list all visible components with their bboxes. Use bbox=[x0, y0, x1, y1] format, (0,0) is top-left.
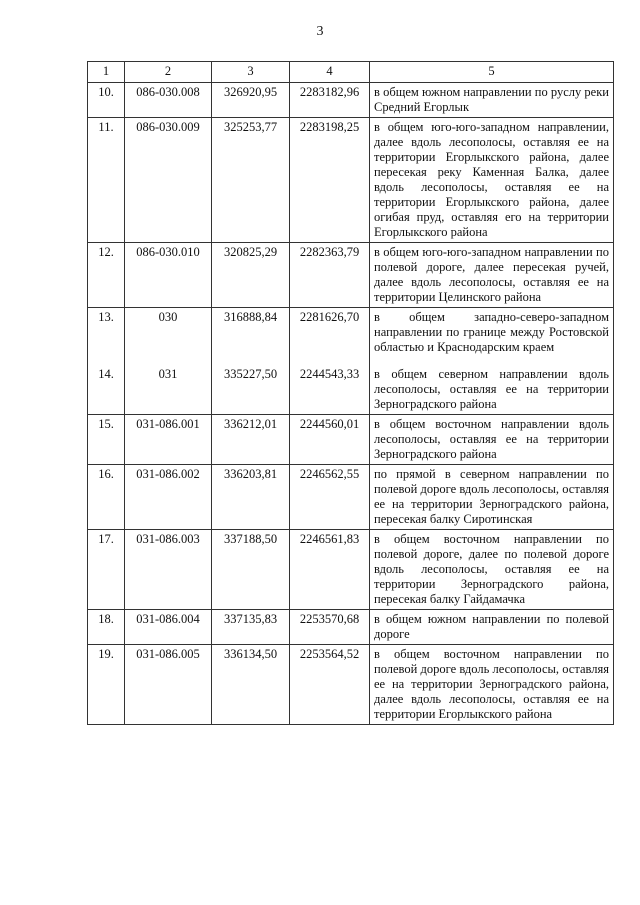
point-code: 031-086.001 bbox=[125, 415, 212, 465]
coord-x: 325253,77 bbox=[212, 118, 290, 243]
point-code: 030 bbox=[125, 308, 212, 358]
coord-x: 337188,50 bbox=[212, 530, 290, 610]
point-code: 031-086.005 bbox=[125, 645, 212, 725]
boundary-description: в общем северном направлении вдоль лесополосы, оставляя ее на территории Зерноградского района bbox=[370, 357, 614, 415]
boundary-description: в общем южном направлении по руслу реки Средний Егорлык bbox=[370, 83, 614, 118]
page-number: 3 bbox=[316, 24, 324, 39]
row-number: 16. bbox=[88, 465, 125, 530]
row-number: 12. bbox=[88, 243, 125, 308]
row-number: 14. bbox=[88, 357, 125, 415]
boundary-table bbox=[87, 61, 614, 725]
coord-y: 2281626,70 bbox=[290, 308, 370, 358]
boundary-description: в общем юго-юго-западном направлении по полевой дороге, далее пересекая ручей, далее вдоль лесополосы, оставляя ее на территории Целинского района bbox=[370, 243, 614, 308]
coord-x: 337135,83 bbox=[212, 610, 290, 645]
point-code: 031-086.003 bbox=[125, 530, 212, 610]
coord-x: 326920,95 bbox=[212, 83, 290, 118]
table-row bbox=[88, 243, 614, 308]
coord-y: 2253570,68 bbox=[290, 610, 370, 645]
coord-x: 336203,81 bbox=[212, 465, 290, 530]
row-number: 15. bbox=[88, 415, 125, 465]
header-col-1: 1 bbox=[88, 62, 125, 83]
table-row bbox=[88, 465, 614, 530]
boundary-description: в общем западно-северо-западном направлении по границе между Ростовской областью и Краснодарским краем bbox=[370, 308, 614, 358]
header-col-5: 5 bbox=[370, 62, 614, 83]
boundary-description: по прямой в северном направлении по полевой дороге вдоль лесополосы, оставляя ее на территории Зерноградского района, пересекая балку Сиротинская bbox=[370, 465, 614, 530]
boundary-description: в общем восточном направлении по полевой дороге, далее по полевой дороге вдоль лесополосы, оставляя ее на территории Зерноградского района, пересекая балку Гайдамачка bbox=[370, 530, 614, 610]
coord-y: 2246561,83 bbox=[290, 530, 370, 610]
coord-y: 2283198,25 bbox=[290, 118, 370, 243]
coord-y: 2253564,52 bbox=[290, 645, 370, 725]
table-header bbox=[88, 62, 614, 83]
row-number: 18. bbox=[88, 610, 125, 645]
table-row bbox=[88, 645, 614, 725]
header-row bbox=[88, 62, 614, 83]
coord-y: 2246562,55 bbox=[290, 465, 370, 530]
point-code: 086-030.008 bbox=[125, 83, 212, 118]
row-number: 13. bbox=[88, 308, 125, 358]
header-col-4: 4 bbox=[290, 62, 370, 83]
table-row bbox=[88, 610, 614, 645]
point-code: 031-086.002 bbox=[125, 465, 212, 530]
table-row bbox=[88, 118, 614, 243]
coord-x: 316888,84 bbox=[212, 308, 290, 358]
coord-y: 2282363,79 bbox=[290, 243, 370, 308]
coord-y: 2283182,96 bbox=[290, 83, 370, 118]
row-number: 19. bbox=[88, 645, 125, 725]
boundary-description: в общем восточном направлении вдоль лесополосы, оставляя ее на территории Зерноградского района bbox=[370, 415, 614, 465]
table-row bbox=[88, 415, 614, 465]
point-code: 031-086.004 bbox=[125, 610, 212, 645]
boundary-description: в общем юго-юго-западном направлении, далее вдоль лесополосы, оставляя ее на территории Егорлыкского района, далее пересекая реку Каменная Балка, далее вдоль лесополосы, оставляя ее на территории Егорлыкского района, далее огибая пруд, оставляя его на территории Егорлыкского района bbox=[370, 118, 614, 243]
header-col-2: 2 bbox=[125, 62, 212, 83]
coord-x: 335227,50 bbox=[212, 357, 290, 415]
table-row bbox=[88, 308, 614, 358]
coord-y: 2244560,01 bbox=[290, 415, 370, 465]
coord-y: 2244543,33 bbox=[290, 357, 370, 415]
coord-x: 336212,01 bbox=[212, 415, 290, 465]
point-code: 031 bbox=[125, 357, 212, 415]
header-col-3: 3 bbox=[212, 62, 290, 83]
coord-x: 320825,29 bbox=[212, 243, 290, 308]
point-code: 086-030.009 bbox=[125, 118, 212, 243]
row-number: 11. bbox=[88, 118, 125, 243]
table-row bbox=[88, 530, 614, 610]
coord-x: 336134,50 bbox=[212, 645, 290, 725]
boundary-description: в общем восточном направлении по полевой дороге вдоль лесополосы, оставляя ее на территории Зерноградского района, далее вдоль лесополосы, оставляя ее на территории Егорлыкского района bbox=[370, 645, 614, 725]
table-row bbox=[88, 83, 614, 118]
row-number: 17. bbox=[88, 530, 125, 610]
table-row bbox=[88, 357, 614, 415]
boundary-description: в общем южном направлении по полевой дороге bbox=[370, 610, 614, 645]
row-number: 10. bbox=[88, 83, 125, 118]
point-code: 086-030.010 bbox=[125, 243, 212, 308]
